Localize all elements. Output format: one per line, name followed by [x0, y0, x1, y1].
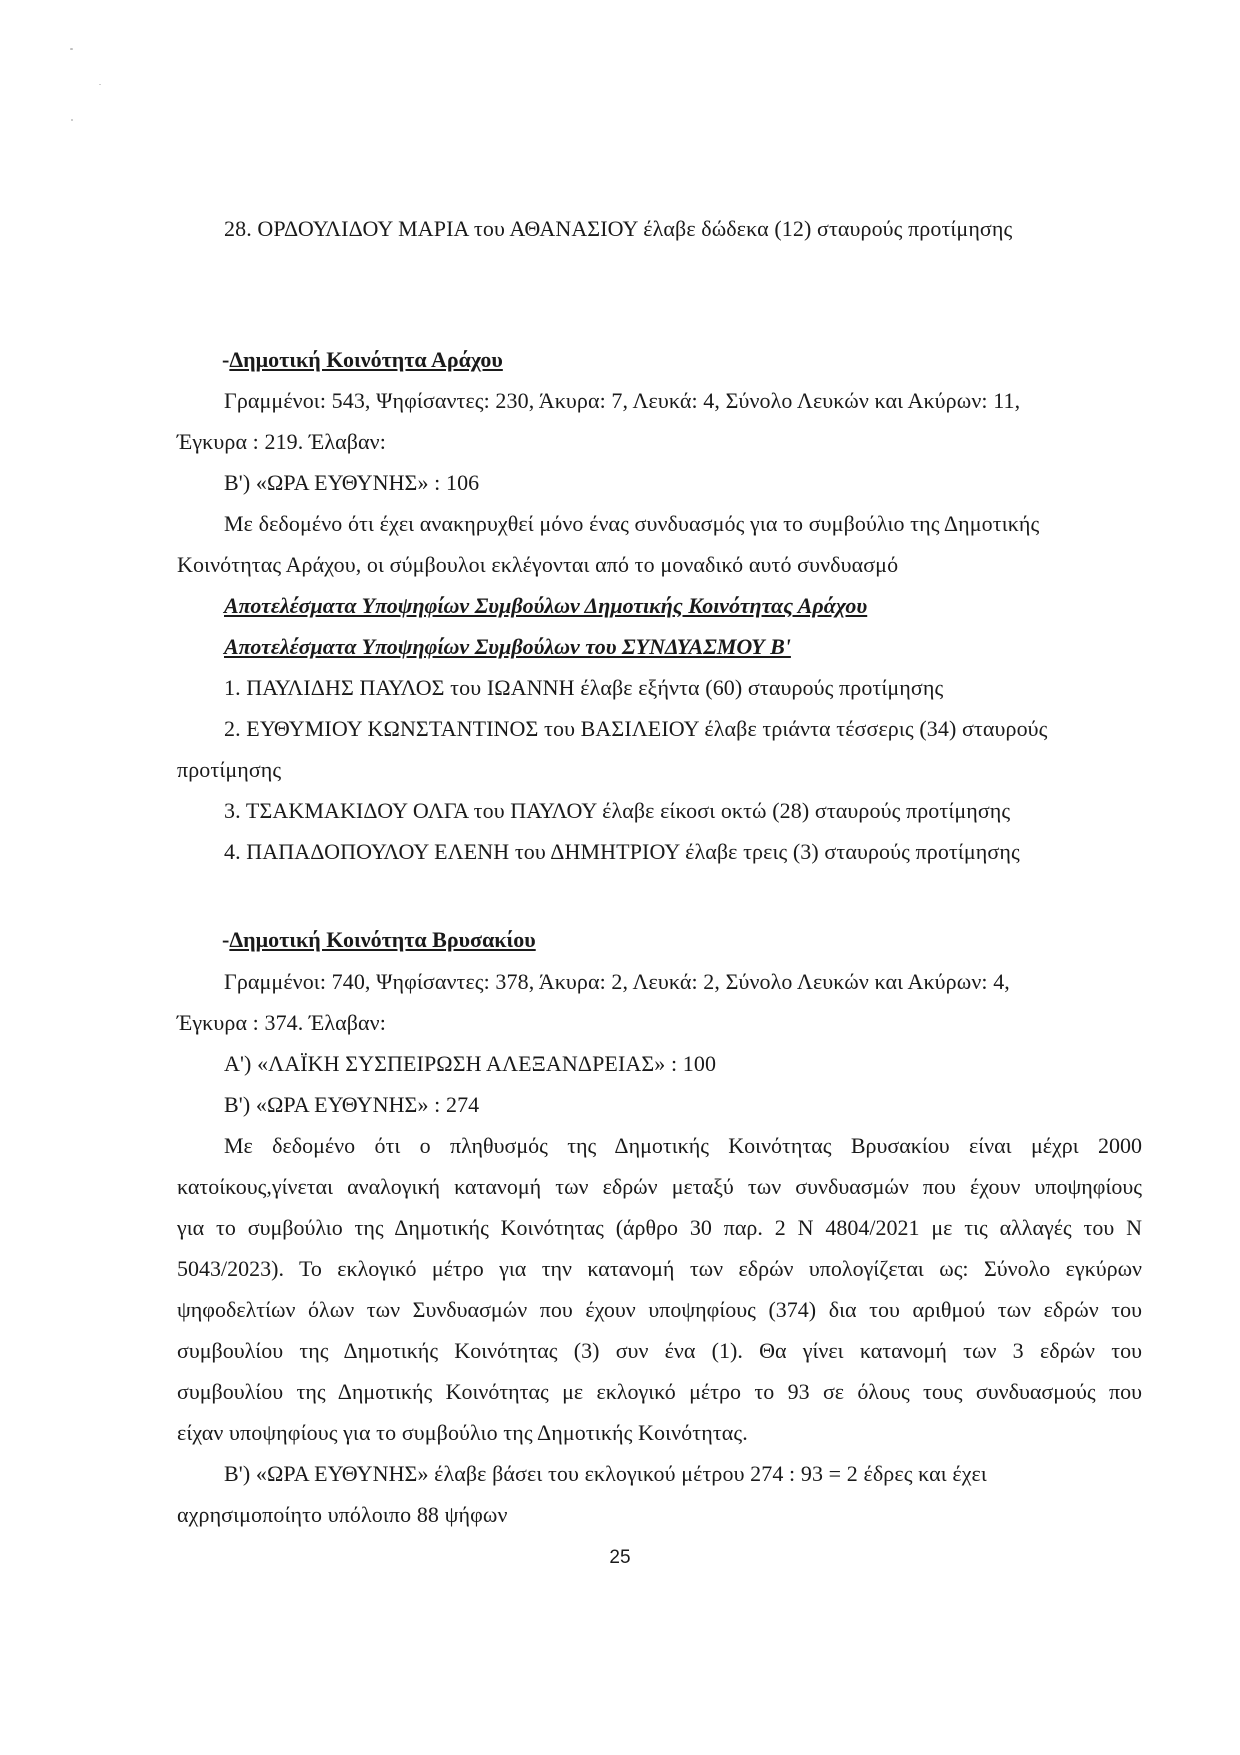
heading-dash: -: [222, 347, 230, 372]
vrysakiou-stats-line-1: Γραμμένοι: 740, Ψηφίσαντες: 378, Άκυρα: 2, Λευκά: 2, Σύνολο Λευκών και Ακύρων: 4,: [224, 969, 1010, 994]
section-heading-vrysakiou: [222, 926, 536, 954]
scan-speck: [70, 48, 73, 50]
vrysakiou-party-a: Α') «ΛΑΪΚΗ ΣΥΣΠΕΙΡΩΣΗ ΑΛΕΞΑΝΔΡΕΙΑΣ» : 100: [224, 1051, 717, 1076]
heading-text: Δημοτική Κοινότητα Αράχου: [229, 347, 503, 372]
candidate-3-line: 3. ΤΣΑΚΜΑΚΙΔΟΥ ΟΛΓΑ του ΠΑΥΛΟΥ έλαβε είκοσι οκτώ (28) σταυρούς προτίμησης: [224, 798, 1011, 823]
heading-text: Δημοτική Κοινότητα Βρυσακίου: [229, 927, 536, 952]
arachos-party-b: Β') «ΩΡΑ ΕΥΘΥΝΗΣ» : 106: [224, 470, 480, 495]
section-heading-arachou: [222, 346, 503, 374]
vrysakiou-stats-line-2: Έγκυρα : 374. Έλαβαν:: [177, 1010, 386, 1035]
para-line-4: 5043/2023). Το εκλογικό μέτρο για την κατανομή των εδρών υπολογίζεται ως: Σύνολο εγκύρων: [177, 1256, 1142, 1281]
arachos-note-line-1: Με δεδομένο ότι έχει ανακηρυχθεί μόνο ένας συνδυασμός για το συμβούλιο της Δημοτικής: [224, 511, 1040, 536]
arachos-note-line-2: Κοινότητας Αράχου, οι σύμβουλοι εκλέγονται από το μοναδικό αυτό συνδυασμό: [177, 552, 899, 577]
scan-speck: [71, 119, 73, 121]
candidate-28-line: 28. ΟΡΔΟΥΛΙΔΟΥ ΜΑΡΙΑ του ΑΘΑΝΑΣΙΟΥ έλαβε δώδεκα (12) σταυρούς προτίμησης: [224, 216, 1013, 241]
results-heading-coalition: Αποτελέσματα Υποψηφίων Συμβούλων του ΣΥΝΔΥΑΣΜΟΥ Β': [224, 634, 791, 659]
candidate-4-line: 4. ΠΑΠΑΔΟΠΟΥΛΟΥ ΕΛΕΝΗ του ΔΗΜΗΤΡΙΟΥ έλαβε τρεις (3) σταυρούς προτίμησης: [224, 839, 1020, 864]
heading-dash: -: [222, 927, 230, 952]
candidate-2-line-2: προτίμησης: [177, 757, 282, 782]
arachos-stats-line-2: Έγκυρα : 219. Έλαβαν:: [177, 429, 386, 454]
para-line-6: συμβουλίου της Δημοτικής Κοινότητας (3) συν ένα (1). Θα γίνει κατανομή των 3 εδρών του: [177, 1338, 1142, 1363]
arachos-stats-line-1: Γραμμένοι: 543, Ψηφίσαντες: 230, Άκυρα: 7, Λευκά: 4, Σύνολο Λευκών και Ακύρων: 11,: [224, 388, 1021, 413]
para-line-3: για το συμβούλιο της Δημοτικής Κοινότητας (άρθρο 30 παρ. 2 Ν 4804/2021 με τις αλλαγές του Ν: [177, 1215, 1142, 1240]
page-number: 25: [609, 1547, 631, 1568]
para-line-5: ψηφοδελτίων όλων των Συνδυασμών που έχουν υποψηφίους (374) δια του αριθμού των εδρών του: [177, 1297, 1142, 1322]
candidate-2-line-1: 2. ΕΥΘΥΜΙΟΥ ΚΩΝΣΤΑΝΤΙΝΟΣ του ΒΑΣΙΛΕΙΟΥ έλαβε τριάντα τέσσερις (34) σταυρούς: [224, 716, 1048, 741]
seats-line-1: Β') «ΩΡΑ ΕΥΘΥΝΗΣ» έλαβε βάσει του εκλογικού μέτρου 274 : 93 = 2 έδρες και έχει: [224, 1461, 987, 1486]
para-line-8: είχαν υποψηφίους για το συμβούλιο της Δημοτικής Κοινότητας.: [177, 1420, 748, 1445]
scan-speck: [99, 84, 101, 85]
para-line-7: συμβουλίου της Δημοτικής Κοινότητας με εκλογικό μέτρο το 93 σε όλους τους συνδυασμούς που: [177, 1379, 1142, 1404]
candidate-1-line: 1. ΠΑΥΛΙΔΗΣ ΠΑΥΛΟΣ του ΙΩΑΝΝΗ έλαβε εξήντα (60) σταυρούς προτίμησης: [224, 675, 944, 700]
para-line-1: Με δεδομένο ότι ο πληθυσμός της Δημοτικής Κοινότητας Βρυσακίου είναι μέχρι 2000: [224, 1133, 1142, 1158]
seats-line-2: αχρησιμοποίητο υπόλοιπο 88 ψήφων: [177, 1502, 508, 1527]
para-line-2: κατοίκους,γίνεται αναλογική κατανομή των εδρών μεταξύ των συνδυασμών που έχουν υποψηφίους: [177, 1174, 1142, 1199]
vrysakiou-party-b: Β') «ΩΡΑ ΕΥΘΥΝΗΣ» : 274: [224, 1092, 480, 1117]
results-heading-community: Αποτελέσματα Υποψηφίων Συμβούλων Δημοτικής Κοινότητας Αράχου: [224, 593, 868, 618]
